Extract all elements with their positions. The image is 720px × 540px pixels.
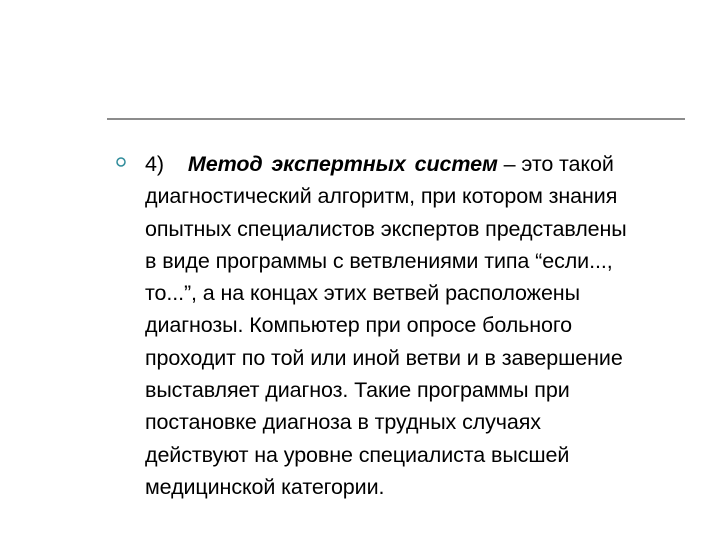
title-divider	[107, 118, 685, 120]
item-number: 4)	[145, 152, 164, 176]
bullet-paragraph	[145, 148, 690, 503]
paragraph-line: проходит по той или иной ветви и в завершение	[145, 345, 623, 370]
paragraph-line: постановке диагноза в трудных случаях	[145, 410, 541, 435]
paragraph-line: диагнозы. Компьютер при опросе больного	[145, 313, 573, 338]
first-line-rest: – это такой	[497, 152, 614, 176]
paragraph-line: выставляет диагноз. Такие программы при	[145, 378, 570, 403]
circle-bullet-icon	[116, 157, 126, 167]
paragraph-line: медицинской категории.	[145, 474, 385, 499]
paragraph-line-first	[145, 148, 690, 180]
paragraph-line: действуют на уровне специалиста высшей	[145, 442, 570, 467]
paragraph-line: опытных специалистов экспертов представлены	[145, 216, 627, 241]
paragraph-line: диагностический алгоритм, при котором знания	[145, 184, 618, 209]
paragraph-line: в виде программы с ветвлениями типа “если...,	[145, 248, 613, 273]
paragraph-line: то...”, а на концах этих ветвей расположены	[145, 281, 580, 306]
term-heading: Метод экспертных систем	[187, 152, 498, 176]
